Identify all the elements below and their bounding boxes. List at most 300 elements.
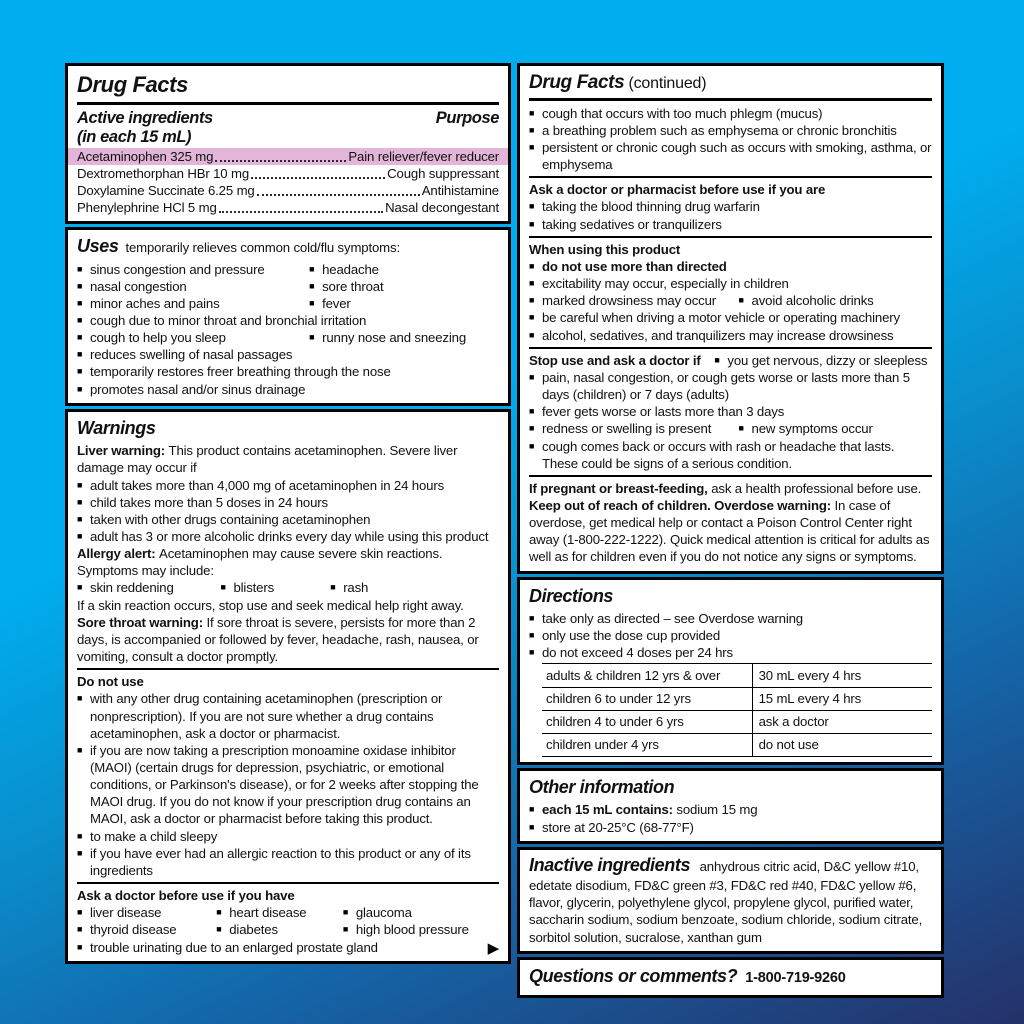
bullet-text <box>90 921 216 938</box>
bullet-row <box>529 275 932 292</box>
bullet-text <box>542 275 789 292</box>
text-run: with any other drug containing acetaminophen (prescription or nonprescription). If you are not sure whether a drug contains acetaminophen, ask a doctor or pharmacist. <box>90 691 443 741</box>
ingredient-name: Acetaminophen 325 mg <box>77 148 214 164</box>
bullet-row <box>529 122 932 139</box>
section-title <box>529 71 932 96</box>
bullet-item <box>529 369 932 403</box>
other-information-section <box>517 768 944 844</box>
bullet-square-icon: ■ <box>77 332 83 343</box>
text-run: cough due to minor throat and bronchial irritation <box>90 313 367 329</box>
bullet-text <box>322 278 499 295</box>
dose-amount-cell: 30 mL every 4 hrs <box>758 667 862 683</box>
bullet-square-icon: ■ <box>529 406 535 417</box>
bullet-square-icon: ■ <box>309 332 315 343</box>
text-run: thyroid disease <box>90 922 177 938</box>
section-title-text: Drug Facts <box>529 72 625 93</box>
bullet-text <box>542 438 932 472</box>
bullet-row <box>77 494 499 511</box>
ingredient-name: Dextromethorphan HBr 10 mg <box>77 165 250 181</box>
text-run: taken with other drugs containing acetaminophen <box>90 511 371 527</box>
text-run: each 15 mL contains: <box>542 802 673 818</box>
section-title-text: Other information <box>529 777 675 798</box>
dose-table-row <box>542 734 932 757</box>
bullet-item <box>343 921 499 938</box>
divider-rule <box>77 102 499 105</box>
bullet-row <box>77 278 499 295</box>
bullet-item <box>77 494 328 511</box>
bullet-item <box>714 352 932 369</box>
bullet-square-icon: ■ <box>77 924 83 935</box>
text-run: runny nose and sneezing <box>322 330 467 346</box>
active-ingredients-heading <box>77 109 213 147</box>
text-run: Allergy alert: <box>77 546 160 562</box>
bullet-text <box>322 295 499 312</box>
bullet-square-icon: ■ <box>529 124 535 135</box>
bullet-square-icon: ■ <box>77 315 83 326</box>
bullet-text <box>90 295 309 312</box>
bullet-text <box>542 327 894 344</box>
bullet-text <box>90 579 220 596</box>
bullet-text <box>542 403 784 420</box>
bullet-square-icon: ■ <box>529 278 535 289</box>
bullet-text <box>90 278 309 295</box>
text-run: nasal congestion <box>90 278 187 294</box>
bullet-row <box>77 579 499 596</box>
text-run: adult has 3 or more alcoholic drinks every day while using this product <box>90 528 489 544</box>
bullet-item <box>309 261 499 278</box>
text-run: persistent or chronic cough such as occurs with smoking, asthma, or emphysema <box>542 140 932 173</box>
section-title-text: Warnings <box>77 417 156 438</box>
text-run: If sore throat is severe, persists for more than 2 days, is accompanied or followed by fever, headache, rash, nausea, or vomiting, consult a doctor promptly. <box>77 614 479 665</box>
uses-section <box>65 227 511 406</box>
bullet-square-icon: ■ <box>77 941 83 952</box>
text-run: cough to help you sleep <box>90 330 226 346</box>
bullet-item <box>77 363 391 380</box>
text-run: If pregnant or breast-feeding, <box>529 480 708 496</box>
ingredient-row <box>77 199 499 216</box>
bullet-text <box>90 363 391 380</box>
text-run: sore throat <box>322 278 384 294</box>
bullet-row <box>77 828 499 845</box>
bullet-text <box>542 627 720 644</box>
bullet-square-icon: ■ <box>309 280 315 291</box>
bullet-item <box>529 627 720 644</box>
bullet-row <box>529 327 932 344</box>
bullet-text <box>752 292 932 309</box>
bullet-item <box>529 275 789 292</box>
bullet-item <box>529 105 822 122</box>
bullet-square-icon: ■ <box>342 907 349 918</box>
text-run: pain, nasal congestion, or cough gets worse or lasts more than 5 days (children) or 7 days (adults) <box>542 369 910 403</box>
divider-rule <box>77 668 499 670</box>
paragraph <box>529 241 932 258</box>
section-title <box>529 965 932 988</box>
bullet-square-icon: ■ <box>529 612 535 623</box>
paragraph <box>529 497 932 566</box>
divider-rule <box>77 882 499 884</box>
bullet-item <box>77 295 309 312</box>
bullet-row <box>529 105 932 122</box>
bullet-row <box>529 139 932 173</box>
dose-amount-cell: 15 mL every 4 hrs <box>758 691 862 707</box>
bullet-text <box>542 420 739 437</box>
bullet-row <box>529 309 932 326</box>
text-run: redness or swelling is present <box>542 421 712 437</box>
section-title-text: Drug Facts <box>77 72 188 97</box>
dose-table <box>542 663 932 757</box>
text-run: avoid alcoholic drinks <box>751 293 874 309</box>
bullet-item <box>529 438 932 472</box>
bullet-row <box>77 511 499 528</box>
bullet-item <box>529 309 900 326</box>
bullet-row <box>77 295 499 312</box>
text-run: minor aches and pains <box>90 295 220 311</box>
bullet-text <box>90 511 370 528</box>
bullet-text <box>542 801 757 818</box>
bullet-square-icon: ■ <box>77 693 83 704</box>
ingredient-row <box>77 182 499 199</box>
section-title-text: Inactive ingredients <box>529 854 691 875</box>
bullet-text <box>529 352 714 369</box>
bullet-row <box>77 312 499 329</box>
bullet-text <box>727 352 932 369</box>
bullet-item <box>77 312 366 329</box>
bullet-text <box>542 309 900 326</box>
section-intro: temporarily relieves common cold/flu symptoms: <box>125 240 400 256</box>
bullet-square-icon: ■ <box>77 582 83 593</box>
bullet-text <box>542 292 739 309</box>
text-run: be careful when driving a motor vehicle or operating machinery <box>542 310 900 326</box>
bullet-row <box>529 627 932 644</box>
bullet-item <box>77 690 499 741</box>
bullet-item <box>216 904 343 921</box>
bullet-item <box>529 139 932 173</box>
text-run: promotes nasal and/or sinus drainage <box>90 381 306 397</box>
bullet-text <box>90 494 328 511</box>
bullet-item <box>77 939 378 956</box>
section-title <box>77 235 499 258</box>
text-run: cough comes back or occurs with rash or headache that lasts. These could be signs of a serious condition. <box>542 438 895 471</box>
bullet-item <box>77 278 309 295</box>
bullet-square-icon: ■ <box>529 630 535 641</box>
text-run: only use the dose cup provided <box>542 628 721 644</box>
bullet-square-icon: ■ <box>330 582 336 593</box>
bullet-text <box>542 198 760 215</box>
section-title-suffix: (continued) <box>624 75 707 92</box>
bullet-square-icon: ■ <box>529 107 535 118</box>
bullet-text <box>229 921 343 938</box>
text-run: heart disease <box>229 905 307 921</box>
section-title-text: Directions <box>529 585 614 606</box>
dose-amount-cell: ask a doctor <box>758 714 829 730</box>
bullet-item <box>77 477 444 494</box>
bullet-item <box>529 819 694 836</box>
warnings-section <box>65 409 511 964</box>
bullet-item <box>77 511 370 528</box>
text-run: ask a health professional before use. <box>707 480 922 496</box>
bullet-text <box>356 904 499 921</box>
text-run: glaucoma <box>355 905 412 921</box>
bullet-text <box>90 904 216 921</box>
bullet-item <box>529 292 739 309</box>
ingredient-purpose: Antihistamine <box>421 182 499 198</box>
section-title <box>77 71 499 100</box>
ingredient-purpose: Cough suppressant <box>387 165 499 181</box>
text-run: If a skin reaction occurs, stop use and seek medical help right away. <box>77 597 464 613</box>
paragraph <box>77 597 499 614</box>
bullet-square-icon: ■ <box>77 907 83 918</box>
text-run: alcohol, sedatives, and tranquilizers may increase drowsiness <box>542 327 894 343</box>
dose-age-cell: children 6 to under 12 yrs <box>542 688 753 710</box>
bullet-text <box>90 828 217 845</box>
text-run: store at 20-25°C (68-77°F) <box>542 819 694 835</box>
divider-rule <box>529 176 932 178</box>
bullet-square-icon: ■ <box>77 513 83 524</box>
bullet-square-icon: ■ <box>529 142 535 152</box>
text-run: Ask a doctor before use if you have <box>77 888 295 904</box>
bullet-square-icon: ■ <box>216 924 222 935</box>
bullet-square-icon: ■ <box>77 383 83 394</box>
bullet-square-icon: ■ <box>529 804 535 815</box>
bullet-item <box>77 261 309 278</box>
leader-dots <box>215 160 346 162</box>
questions-section <box>517 957 944 998</box>
text-run: taking sedatives or tranquilizers <box>542 216 722 232</box>
bullet-row <box>529 258 932 275</box>
divider-rule <box>529 98 932 101</box>
text-run: Acetaminophen may cause severe skin reactions. Symptoms may include: <box>77 546 443 579</box>
text-run: do not use more than directed <box>542 258 727 274</box>
phone-number: 1-800-719-9260 <box>745 969 846 986</box>
bullet-square-icon: ■ <box>309 263 315 274</box>
bullet-item <box>77 528 488 545</box>
section-title-text: Uses <box>77 236 119 257</box>
text-run: Liver warning: <box>77 443 169 459</box>
dose-table-row <box>542 688 932 711</box>
divider-rule <box>529 236 932 238</box>
bullet-text <box>229 904 343 921</box>
bullet-row <box>529 644 932 661</box>
bullet-text <box>542 105 822 122</box>
text-run: skin reddening <box>90 580 174 596</box>
bullet-item <box>739 420 932 437</box>
bullet-square-icon: ■ <box>529 260 535 271</box>
bullet-row <box>77 477 499 494</box>
text-run: reduces swelling of nasal passages <box>90 347 293 363</box>
bullet-text <box>90 690 499 741</box>
divider-rule <box>529 347 932 349</box>
dose-age-cell: adults & children 12 yrs & over <box>542 664 753 686</box>
bullet-row <box>529 610 932 627</box>
bullet-square-icon: ■ <box>77 847 83 858</box>
bullet-item <box>529 258 727 275</box>
text-run: trouble urinating due to an enlarged prostate gland <box>90 939 378 955</box>
bullet-item <box>529 403 784 420</box>
paragraph <box>77 887 499 904</box>
bullet-item <box>77 346 292 363</box>
bullet-item <box>77 579 220 596</box>
text-run: This product contains acetaminophen. Severe liver damage may occur if <box>77 443 458 476</box>
bullet-square-icon: ■ <box>529 312 535 323</box>
bullet-text <box>233 579 330 596</box>
bullet-row <box>77 939 499 956</box>
paragraph <box>77 673 499 690</box>
bullet-square-icon: ■ <box>529 423 535 434</box>
bullet-text <box>356 921 499 938</box>
bullet-row <box>77 363 499 380</box>
text-run: Ask a doctor or pharmacist before use if you are <box>529 182 826 198</box>
bullet-text <box>542 139 932 173</box>
bullet-text <box>542 258 727 275</box>
bullet-item <box>529 216 722 233</box>
bullet-square-icon: ■ <box>77 744 83 755</box>
bullet-item <box>77 742 499 828</box>
bullet-square-icon: ■ <box>77 349 83 360</box>
bullet-square-icon: ■ <box>529 218 535 229</box>
continue-arrow-icon: ▶ <box>487 940 499 957</box>
bullet-text <box>542 610 803 627</box>
bullet-item <box>529 610 803 627</box>
bullet-square-icon: ■ <box>738 295 744 306</box>
bullet-item <box>529 801 757 818</box>
text-run: temporarily restores freer breathing through the nose <box>90 364 391 380</box>
bullet-square-icon: ■ <box>529 371 535 382</box>
bullet-row <box>529 198 932 215</box>
ingredient-row <box>68 148 508 165</box>
text-run: adult takes more than 4,000 mg of acetaminophen in 24 hours <box>90 477 445 493</box>
inactive-ingredients-section <box>517 847 944 954</box>
text-run: fever <box>322 295 351 311</box>
paragraph <box>77 614 499 665</box>
text-run: new symptoms occur <box>751 421 873 437</box>
bullet-text <box>322 329 499 346</box>
bullet-square-icon: ■ <box>529 821 535 832</box>
bullet-square-icon: ■ <box>77 263 83 274</box>
ingredient-name: Doxylamine Succinate 6.25 mg <box>77 182 255 198</box>
text-run: child takes more than 5 doses in 24 hours <box>90 494 328 510</box>
section-title <box>529 585 932 608</box>
bullet-text <box>90 477 444 494</box>
bullet-square-icon: ■ <box>529 440 535 451</box>
purpose-label: Purpose <box>435 108 499 127</box>
right-panel <box>517 63 944 986</box>
bullet-item <box>309 295 499 312</box>
ingredient-purpose: Pain reliever/fever reducer <box>348 148 499 164</box>
bullet-row <box>77 261 499 278</box>
bullet-text <box>542 819 694 836</box>
bullet-square-icon: ■ <box>342 924 349 935</box>
bullet-text <box>343 579 499 596</box>
active-ingredients-label: Active ingredients <box>77 108 213 127</box>
bullet-square-icon: ■ <box>77 830 83 841</box>
ingredient-name: Phenylephrine HCl 5 mg <box>77 200 217 215</box>
bullet-row <box>77 904 499 921</box>
bullet-square-icon: ■ <box>77 530 83 541</box>
text-run: taking the blood thinning drug warfarin <box>542 199 760 215</box>
text-run: to make a child sleepy <box>90 828 218 844</box>
ingredient-row <box>77 165 499 182</box>
text-run: fever gets worse or lasts more than 3 days <box>542 404 785 420</box>
dose-amount-cell: do not use <box>758 737 819 753</box>
text-run: cough that occurs with too much phlegm (mucus) <box>542 105 823 121</box>
text-run: marked drowsiness may occur <box>542 293 717 309</box>
left-panel <box>65 63 511 964</box>
text-run: Sore throat warning: <box>77 614 207 630</box>
bullet-row <box>77 742 499 828</box>
leader-dots <box>257 194 420 196</box>
text-run: a breathing problem such as emphysema or chronic bronchitis <box>542 122 897 138</box>
bullet-item <box>343 904 499 921</box>
active-ingredients-header <box>77 109 499 147</box>
paragraph <box>77 442 499 476</box>
bullet-square-icon: ■ <box>77 496 83 507</box>
bullet-text <box>542 644 733 661</box>
paragraph <box>529 181 932 198</box>
text-run: Do not use <box>77 674 144 690</box>
bullet-square-icon: ■ <box>714 354 720 365</box>
text-run: you get nervous, dizzy or sleepless <box>727 352 928 368</box>
bullet-item <box>77 828 217 845</box>
bullet-row <box>529 403 932 420</box>
bullet-row <box>77 690 499 741</box>
bullet-text <box>90 381 305 398</box>
bullet-text <box>90 261 309 278</box>
dose-age-cell: children under 4 yrs <box>542 734 753 756</box>
section-title <box>529 776 932 799</box>
bullet-item <box>309 329 499 346</box>
text-run: sinus congestion and pressure <box>90 261 265 277</box>
bullet-row <box>77 346 499 363</box>
leader-dots <box>251 177 385 179</box>
bullet-text <box>90 845 499 879</box>
bullet-text <box>322 261 499 278</box>
bullet-text <box>90 528 488 545</box>
text-run: sodium 15 mg <box>672 802 758 818</box>
text-run: When using this product <box>529 241 681 257</box>
bullet-item <box>77 329 309 346</box>
text-run: high blood pressure <box>355 922 469 938</box>
bullet-item <box>77 921 216 938</box>
bullet-item <box>330 579 499 596</box>
bullet-row <box>77 528 499 545</box>
directions-section <box>517 577 944 765</box>
bullet-text <box>90 742 499 828</box>
bullet-row <box>77 381 499 398</box>
bullet-row <box>529 352 932 369</box>
inactive-ingredients-text: Inactive ingredients anhydrous citric acid, D&C yellow #10, edetate disodium, FD&C green #3, FD&C red #40, FD&C yellow #6, flavor, glycerin, polyethylene glycol, propylene glycol, purified water, saccharin sodium, sodium benzoate, sodium chloride, sodium citrate, sorbitol solution, sucralose, xanthan gum <box>529 854 923 945</box>
leader-dots <box>219 211 383 213</box>
paragraph <box>529 480 932 497</box>
bullet-square-icon: ■ <box>77 280 83 291</box>
dose-age-cell: children 4 to under 6 yrs <box>542 711 753 733</box>
bullet-square-icon: ■ <box>77 366 83 377</box>
bullet-text <box>90 346 292 363</box>
bullet-item <box>77 904 216 921</box>
bullet-square-icon: ■ <box>529 329 535 340</box>
bullet-row <box>529 819 932 836</box>
text-run: if you are now taking a prescription monoamine oxidase inhibitor (MAOI) (certain drugs for depression, psychiatric, or emotional conditions, or Parkinson's disease), or for 2 weeks after stopping the MAOI drug. If you do not know if your prescription drug contains an MAOI, ask a doctor or pharmacist before taking this product. <box>90 742 479 827</box>
bullet-item <box>220 579 330 596</box>
dose-table-row <box>542 664 932 687</box>
section-title-text: Questions or comments? <box>529 965 738 986</box>
bullet-row <box>77 329 499 346</box>
bullet-square-icon: ■ <box>77 297 83 308</box>
divider-rule <box>529 475 932 477</box>
bullet-item <box>77 381 305 398</box>
ingredient-purpose: Nasal decongestant <box>385 200 499 215</box>
text-run: In case of overdose, get medical help or contact a Poison Control Center right away (1-800-222-1222). Quick medical attention is critical for adults as well as for children even if you do not notice any signs or symptoms. <box>529 497 930 565</box>
bullet-square-icon: ■ <box>529 295 535 306</box>
